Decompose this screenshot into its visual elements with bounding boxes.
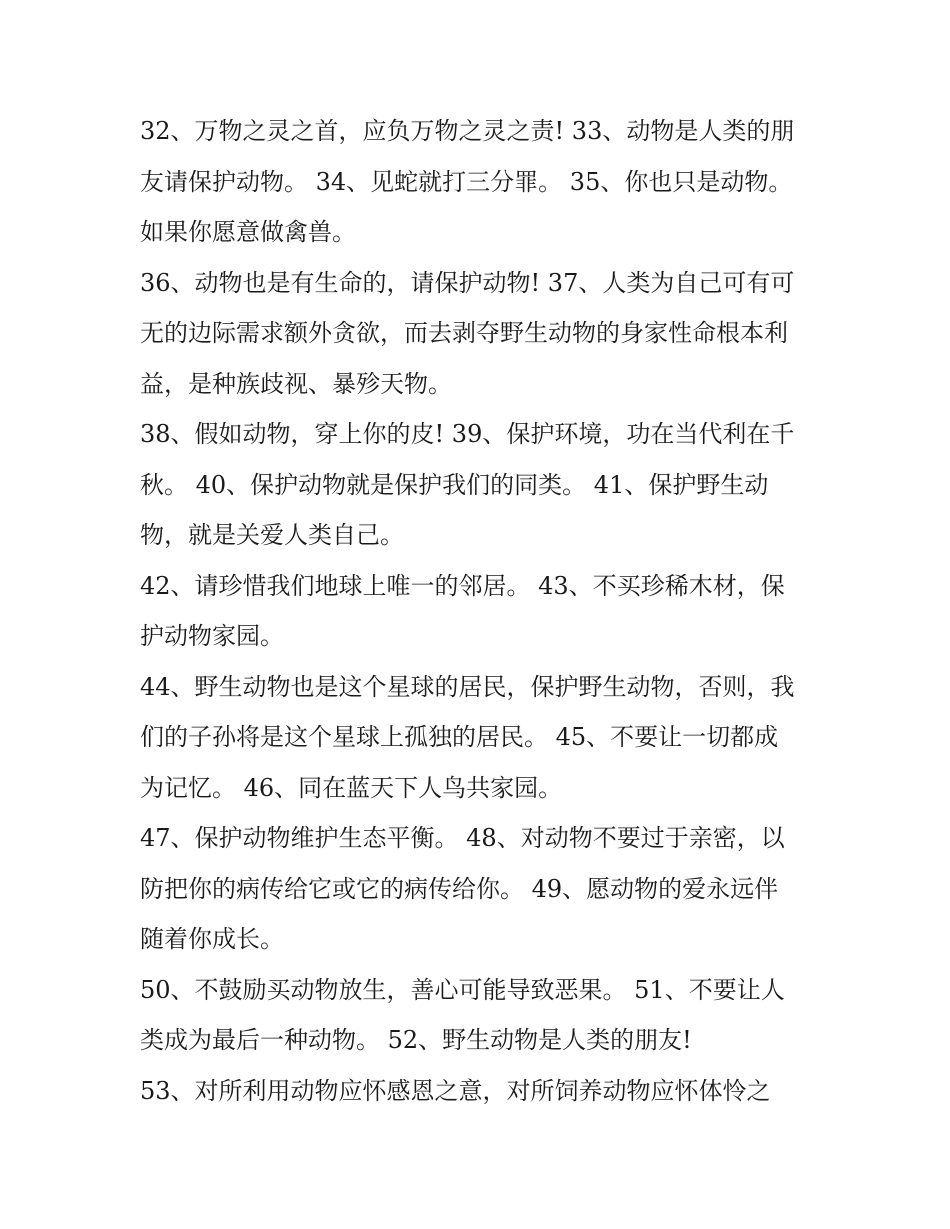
text-line: 47、保护动物维护生态平衡。 48、对动物不要过于亲密，以 — [140, 824, 785, 852]
paragraph-32-35 — [140, 106, 820, 258]
text-line: 32、万物之灵之首，应负万物之灵之责! 33、动物是人类的朋 — [140, 117, 795, 145]
text-line: 防把你的病传给它或它的病传给你。 49、愿动物的爱永远伴 — [140, 874, 779, 903]
text-line: 秋。 40、保护动物就是保护我们的同类。 41、保护野生动 — [140, 470, 769, 499]
text-line: 50、不鼓励买动物放生，善心可能导致恶果。 51、不要让人 — [140, 975, 785, 1004]
text-line: 随着你成长。 — [140, 925, 284, 953]
text-line: 53、对所利用动物应怀感恩之意，对所饲养动物应怀体怜之 — [140, 1076, 771, 1105]
paragraph-38-41 — [140, 409, 820, 561]
document-body — [140, 106, 820, 1116]
text-line: 物，就是关爱人类自己。 — [140, 521, 404, 549]
text-line: 们的子孙将是这个星球上孤独的居民。 45、不要让一切都成 — [140, 723, 779, 751]
paragraph-50-52 — [140, 965, 820, 1066]
text-line: 36、动物也是有生命的，请保护动物! 37、人类为自己可有可 — [140, 268, 795, 297]
text-line: 友请保护动物。 34、见蛇就打三分罪。 35、你也只是动物。 — [140, 167, 793, 196]
text-line: 护动物家园。 — [140, 622, 284, 650]
text-line: 无的边际需求额外贪欲，而去剥夺野生动物的身家性命根本利 — [140, 319, 788, 347]
paragraph-53 — [140, 1066, 820, 1117]
text-line: 44、野生动物也是这个星球的居民，保护野生动物，否则，我 — [140, 672, 795, 701]
paragraph-44-46 — [140, 662, 820, 814]
text-line: 益，是种族歧视、暴殄天物。 — [140, 369, 452, 398]
text-line: 42、请珍惜我们地球上唯一的邻居。 43、不买珍稀木材，保 — [140, 571, 785, 600]
text-line: 38、假如动物，穿上你的皮! 39、保护环境，功在当代利在千 — [140, 420, 795, 448]
paragraph-36-37 — [140, 258, 820, 410]
paragraph-47-49 — [140, 813, 820, 965]
text-line: 为记忆。 46、同在蓝天下人鸟共家园。 — [140, 773, 563, 802]
paragraph-42-43 — [140, 561, 820, 662]
text-line: 类成为最后一种动物。 52、野生动物是人类的朋友! — [140, 1026, 692, 1054]
text-line: 如果你愿意做禽兽。 — [140, 218, 356, 246]
